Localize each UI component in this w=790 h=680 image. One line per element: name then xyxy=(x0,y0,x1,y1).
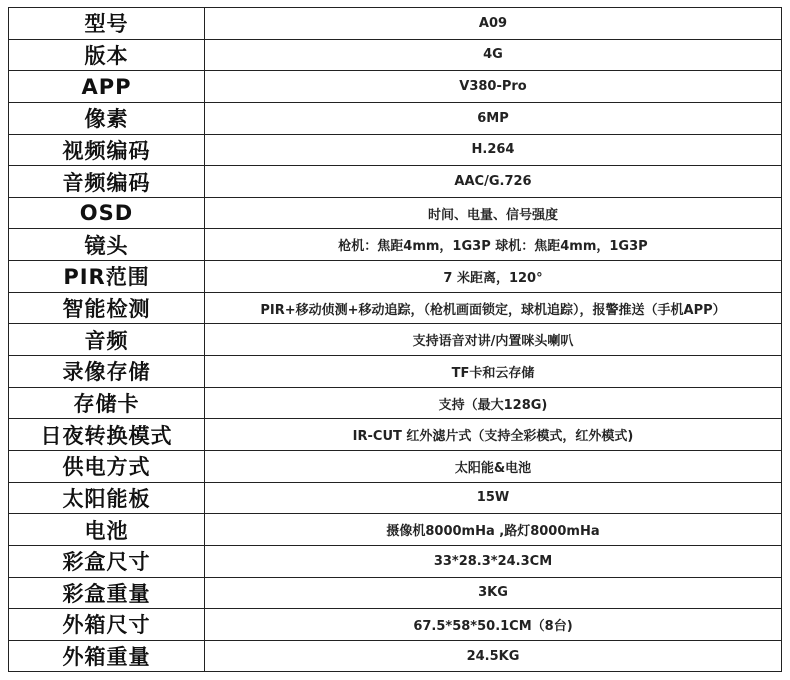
spec-label: 电池 xyxy=(9,514,205,546)
spec-value: 67.5*58*50.1CM（8台) xyxy=(205,609,782,641)
spec-value: 时间、电量、信号强度 xyxy=(205,197,782,229)
spec-label: 像素 xyxy=(9,102,205,134)
spec-row-audio-codec xyxy=(9,166,782,198)
spec-value: V380-Pro xyxy=(205,71,782,103)
spec-label: 镜头 xyxy=(9,229,205,261)
spec-row-carton-size xyxy=(9,609,782,641)
spec-row-pixels xyxy=(9,102,782,134)
spec-table xyxy=(8,7,782,672)
spec-row-memory-card xyxy=(9,387,782,419)
spec-label: 彩盒尺寸 xyxy=(9,545,205,577)
spec-row-power-supply xyxy=(9,450,782,482)
spec-value: TF卡和云存储 xyxy=(205,356,782,388)
spec-label: 彩盒重量 xyxy=(9,577,205,609)
spec-value: 3KG xyxy=(205,577,782,609)
spec-label: OSD xyxy=(9,197,205,229)
spec-value: 24.5KG xyxy=(205,640,782,672)
spec-value: 15W xyxy=(205,482,782,514)
spec-label: 存储卡 xyxy=(9,387,205,419)
spec-row-carton-weight xyxy=(9,640,782,672)
spec-value: 支持（最大128G) xyxy=(205,387,782,419)
spec-row-osd xyxy=(9,197,782,229)
spec-table-body xyxy=(9,8,782,672)
spec-value: 摄像机8000mHa ,路灯8000mHa xyxy=(205,514,782,546)
spec-value: IR-CUT 红外滤片式（支持全彩模式，红外模式) xyxy=(205,419,782,451)
spec-label: 智能检测 xyxy=(9,292,205,324)
spec-row-model xyxy=(9,8,782,40)
spec-label: 型号 xyxy=(9,8,205,40)
spec-row-day-night-mode xyxy=(9,419,782,451)
spec-value: H.264 xyxy=(205,134,782,166)
spec-label: PIR范围 xyxy=(9,261,205,293)
spec-row-recording-storage xyxy=(9,356,782,388)
spec-row-color-box-size xyxy=(9,545,782,577)
spec-row-lens xyxy=(9,229,782,261)
spec-value: AAC/G.726 xyxy=(205,166,782,198)
spec-value: 33*28.3*24.3CM xyxy=(205,545,782,577)
spec-value: 太阳能&电池 xyxy=(205,450,782,482)
spec-value: 枪机：焦距4mm，1G3P 球机：焦距4mm，1G3P xyxy=(205,229,782,261)
spec-label: 供电方式 xyxy=(9,450,205,482)
spec-label: 视频编码 xyxy=(9,134,205,166)
spec-label: APP xyxy=(9,71,205,103)
spec-value: 4G xyxy=(205,39,782,71)
spec-row-version xyxy=(9,39,782,71)
spec-row-battery xyxy=(9,514,782,546)
spec-label: 外箱尺寸 xyxy=(9,609,205,641)
spec-value: 7 米距离，120° xyxy=(205,261,782,293)
spec-row-audio xyxy=(9,324,782,356)
spec-row-smart-detection xyxy=(9,292,782,324)
spec-label: 录像存储 xyxy=(9,356,205,388)
spec-row-app xyxy=(9,71,782,103)
spec-row-solar-panel xyxy=(9,482,782,514)
spec-value: 6MP xyxy=(205,102,782,134)
spec-label: 太阳能板 xyxy=(9,482,205,514)
spec-value: 支持语音对讲/内置咪头喇叭 xyxy=(205,324,782,356)
spec-label: 音频编码 xyxy=(9,166,205,198)
spec-row-pir-range xyxy=(9,261,782,293)
spec-label: 日夜转换模式 xyxy=(9,419,205,451)
spec-value: PIR+移动侦测+移动追踪，（枪机画面锁定，球机追踪），报警推送（手机APP） xyxy=(205,292,782,324)
spec-label: 版本 xyxy=(9,39,205,71)
spec-row-color-box-weight xyxy=(9,577,782,609)
spec-label: 外箱重量 xyxy=(9,640,205,672)
spec-value: A09 xyxy=(205,8,782,40)
spec-row-video-codec xyxy=(9,134,782,166)
spec-label: 音频 xyxy=(9,324,205,356)
